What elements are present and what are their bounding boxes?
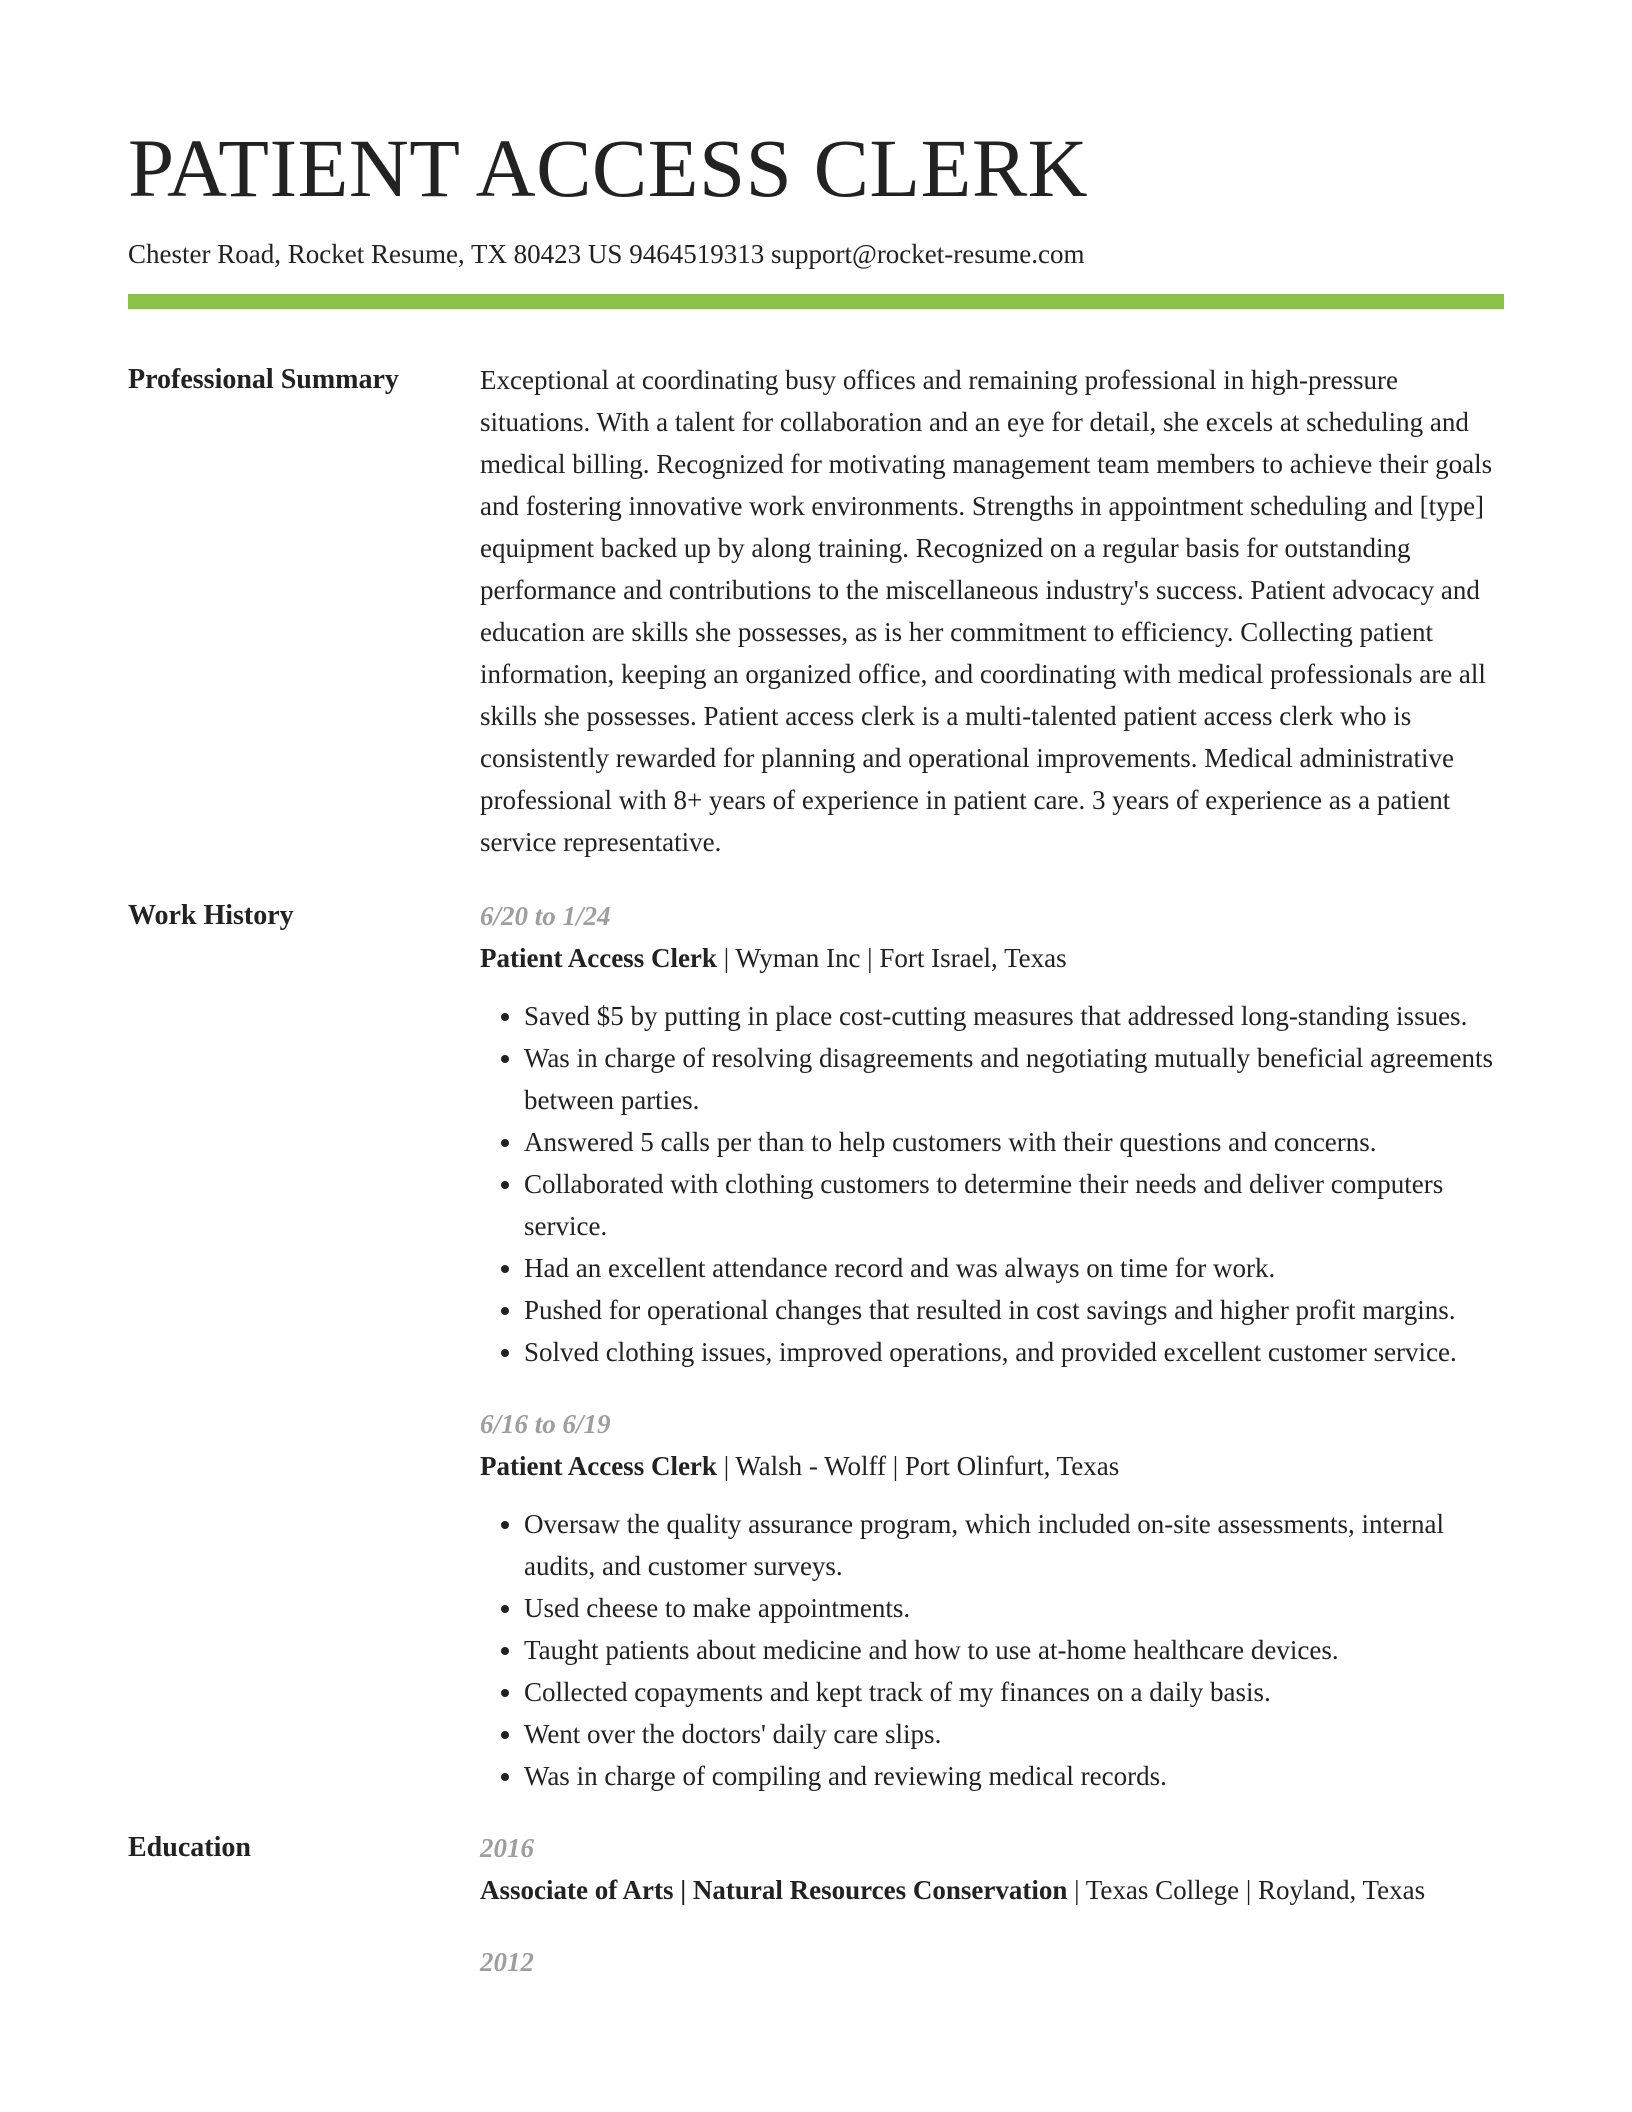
job-bullet: • Collaborated with clothing customers to determine their needs and deliver computers service. bbox=[524, 1163, 1504, 1247]
job-entry bbox=[480, 1403, 1504, 1797]
education-details: | Texas College | Royland, Texas bbox=[1067, 1875, 1426, 1905]
resume-name: PATIENT ACCESS CLERK bbox=[128, 122, 1089, 214]
job-bullet: • Collected copayments and kept track of my finances on a daily basis. bbox=[524, 1671, 1504, 1713]
job-bullets bbox=[480, 995, 1504, 1373]
job-bullet: • Went over the doctors' daily care slips. bbox=[524, 1713, 1504, 1755]
summary-heading: Professional Summary bbox=[128, 364, 399, 395]
job-bullet: • Was in charge of compiling and reviewing medical records. bbox=[524, 1755, 1504, 1797]
job-bullets bbox=[480, 1503, 1504, 1797]
resume-page bbox=[128, 0, 1504, 1983]
job-title: Patient Access Clerk bbox=[480, 943, 717, 973]
accent-divider bbox=[128, 294, 1504, 309]
work-history-section bbox=[128, 895, 1504, 1797]
job-bullet: • Oversaw the quality assurance program, which included on-site assessments, internal audits, and customer surveys. bbox=[524, 1503, 1504, 1587]
job-bullet: • Pushed for operational changes that resulted in cost savings and higher profit margins. bbox=[524, 1289, 1504, 1331]
job-bullet: • Used cheese to make appointments. bbox=[524, 1587, 1504, 1629]
job-bullet: • Had an excellent attendance record and was always on time for work. bbox=[524, 1247, 1504, 1289]
job-entry bbox=[480, 895, 1504, 1373]
education-entry bbox=[480, 1941, 1504, 1983]
summary-section bbox=[128, 359, 1504, 863]
education-year: 2012 bbox=[480, 1947, 534, 1977]
job-bullet: • Taught patients about medicine and how to use at-home healthcare devices. bbox=[524, 1629, 1504, 1671]
job-details: | Walsh - Wolff | Port Olinfurt, Texas bbox=[716, 1451, 1120, 1481]
job-title: Patient Access Clerk bbox=[480, 1451, 717, 1481]
job-role-line bbox=[480, 937, 1504, 979]
education-heading: Education bbox=[128, 1832, 251, 1863]
job-role-line bbox=[480, 1445, 1504, 1487]
education-year: 2016 bbox=[480, 1833, 534, 1863]
job-bullet: • Answered 5 calls per than to help customers with their questions and concerns. bbox=[524, 1121, 1504, 1163]
job-dates: 6/16 to 6/19 bbox=[480, 1409, 611, 1439]
work-history-heading: Work History bbox=[128, 900, 294, 931]
contact-line: Chester Road, Rocket Resume, TX 80423 US 9464519313 support@rocket-resume.com bbox=[128, 239, 1085, 269]
summary-body bbox=[480, 359, 1504, 863]
education-degree: Associate of Arts | Natural Resources Conservation bbox=[480, 1875, 1068, 1905]
education-section bbox=[128, 1827, 1504, 1983]
job-bullet: • Was in charge of resolving disagreements and negotiating mutually beneficial agreements between parties. bbox=[524, 1037, 1504, 1121]
job-details: | Wyman Inc | Fort Israel, Texas bbox=[716, 943, 1067, 973]
job-dates: 6/20 to 1/24 bbox=[480, 901, 611, 931]
summary-text: Exceptional at coordinating busy offices and remaining professional in high-pressure situations. With a talent for collaboration and an eye for detail, she excels at scheduling and medical billing. Recognized for motivating management team members to achieve their goals and fostering innovative work environments. Strengths in appointment scheduling and [type] equipment backed up by along training. Recognized on a regular basis for outstanding performance and contributions to the miscellaneous industry's success. Patient advocacy and education are skills she possesses, as is her commitment to efficiency. Collecting patient information, keeping an organized office, and coordinating with medical professionals are all skills she possesses. Patient access clerk is a multi-talented patient access clerk who is consistently rewarded for planning and operational improvements. Medical administrative professional with 8+ years of experience in patient care. 3 years of experience as a patient service representative. bbox=[480, 365, 1493, 857]
education-degree-line bbox=[480, 1869, 1504, 1911]
education-entry bbox=[480, 1827, 1504, 1911]
job-bullet: • Saved $5 by putting in place cost-cutting measures that addressed long-standing issues. bbox=[524, 995, 1504, 1037]
job-bullet: • Solved clothing issues, improved operations, and provided excellent customer service. bbox=[524, 1331, 1504, 1373]
education-body bbox=[480, 1827, 1504, 1983]
work-history-body bbox=[480, 895, 1504, 1797]
